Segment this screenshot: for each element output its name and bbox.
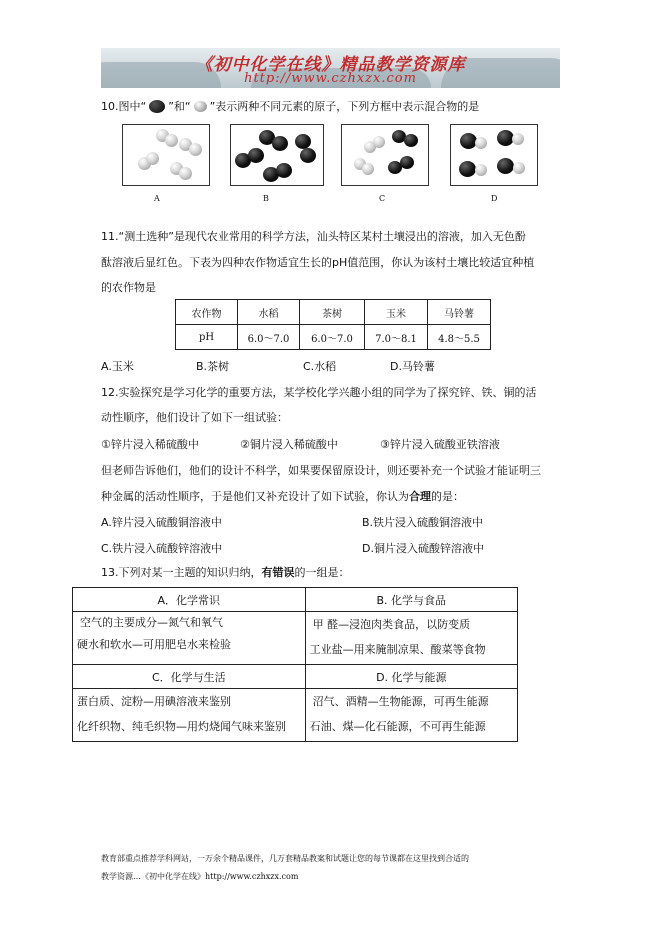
molecule-box-d[interactable] <box>450 124 538 186</box>
table-header-cell[interactable]: B. 化学与食品 <box>305 588 517 612</box>
molecule-box-c[interactable] <box>341 124 429 186</box>
q12-option-a[interactable]: A.锌片浸入硫酸铜溶液中 <box>101 516 222 529</box>
banner-title: 《初中化学在线》精品教学资源库 <box>195 55 466 75</box>
table-header-cell: 茶树 <box>300 300 365 325</box>
table-header-cell: 水稻 <box>238 300 300 325</box>
header-banner <box>101 48 560 88</box>
q12-line-4-post: 的是： <box>431 490 464 503</box>
q12-experiment-2: ②铜片浸入稀硫酸中 <box>240 438 338 451</box>
gray-atom-icon <box>194 101 207 112</box>
table-cell <box>73 612 306 665</box>
molecule-box-a[interactable] <box>122 124 210 186</box>
table-header-cell[interactable]: D. 化学与能源 <box>305 665 517 689</box>
black-atom-icon <box>149 100 165 113</box>
cell-line: 沼气、酒精—生物能源，可再生能源 <box>312 695 489 708</box>
table-row <box>176 325 491 350</box>
option-label-b: B <box>263 194 269 203</box>
q12-line-4-pre: 种金属的活动性顺序，于是他们又补充设计了如下试验，你认为 <box>101 490 409 503</box>
table-row <box>73 588 518 612</box>
footer-line-2-pre: 教学资源…《初中化学在线》 <box>101 872 205 881</box>
footer-line-2 <box>101 871 298 882</box>
table-header-cell[interactable]: A．化学常识 <box>73 588 306 612</box>
q12-line-3: 但老师告诉他们，他们的设计不科学，如果要保留原设计，则还要补充一个试验才能证明三 <box>101 464 541 477</box>
table-cell: 7.0～8.1 <box>365 325 428 350</box>
q12-line-1: 12.实验探究是学习化学的重要方法，某学校化学兴趣小组的同学为了探究锌、铁、铜的活 <box>101 386 537 399</box>
footer-url-link[interactable]: http://www.czhxzx.com <box>205 872 299 881</box>
q10-suffix: ”表示两种不同元素的原子，下列方框中表示混合物的是 <box>209 100 480 113</box>
option-label-d: D <box>491 194 498 203</box>
q13-stem <box>101 566 350 580</box>
table-cell <box>305 689 517 742</box>
table-row <box>176 300 491 325</box>
option-label-a: A <box>154 194 160 203</box>
q11-line-3: 的农作物是 <box>101 281 156 294</box>
cell-line: 石油、煤—化石能源，不可再生能源 <box>309 720 486 733</box>
knowledge-table <box>72 587 518 742</box>
q13-stem-bold: 有错误 <box>261 566 295 579</box>
table-cell <box>305 612 517 665</box>
cell-line: 甲 醛—浸泡肉类食品，以防变质 <box>312 618 471 631</box>
footer-line-1: 教育部重点推荐学科网站，一万余个精品课件，几万套精品教案和试题让您的每节课都在这里找到合适的 <box>101 854 469 863</box>
q11-option-a[interactable]: A.玉米 <box>101 360 134 373</box>
ph-table <box>175 299 491 350</box>
q12-line-4-bold: 合理 <box>409 490 431 503</box>
table-row <box>73 612 518 665</box>
table-cell <box>73 689 306 742</box>
table-row <box>73 665 518 689</box>
q12-option-d[interactable]: D.铜片浸入硫酸锌溶液中 <box>362 542 484 555</box>
q10-mid: ”和“ <box>168 100 191 113</box>
table-cell: pH <box>176 325 238 350</box>
option-label-c: C <box>379 194 386 203</box>
q12-line-2: 动性顺序，他们设计了如下一组试验： <box>101 411 288 424</box>
table-header-cell[interactable]: C．化学与生活 <box>73 665 306 689</box>
q13-stem-pre: 13.下列对某一主题的知识归纳， <box>101 566 262 579</box>
q13-stem-post: 的一组是： <box>294 566 350 579</box>
cell-line: 蛋白质、淀粉—用碘溶液来鉴别 <box>77 695 231 708</box>
q11-option-b[interactable]: B.茶树 <box>196 360 230 373</box>
cell-line: 空气的主要成分—氮气和氧气 <box>80 616 223 629</box>
q11-line-2: 酞溶液后显红色。下表为四种农作物适宜生长的pH值范围，你认为该村土壤比较适宜种植 <box>101 256 535 269</box>
table-cell: 6.0～7.0 <box>300 325 365 350</box>
q12-line-4 <box>101 490 464 504</box>
q12-experiment-3: ③锌片浸入硫酸亚铁溶液 <box>380 438 500 451</box>
table-header-cell: 马铃薯 <box>428 300 491 325</box>
q11-option-d[interactable]: D.马铃薯 <box>390 360 435 373</box>
q12-option-c[interactable]: C.铁片浸入硫酸锌溶液中 <box>101 542 223 555</box>
table-cell: 4.8～5.5 <box>428 325 491 350</box>
cell-line: 硬水和软水—可用肥皂水来检验 <box>77 638 231 651</box>
q12-option-b[interactable]: B.铁片浸入硫酸铜溶液中 <box>362 516 484 529</box>
cell-line: 工业盐—用来腌制凉果、酸菜等食物 <box>309 643 486 656</box>
table-row <box>73 689 518 742</box>
molecule-box-b[interactable] <box>230 124 324 186</box>
q11-line-1: 11.“测土选种”是现代农业常用的科学方法，汕头特区某村土壤浸出的溶液，加入无色酚 <box>101 230 526 243</box>
table-cell: 6.0～7.0 <box>238 325 300 350</box>
q10-prefix: 10.图中“ <box>101 100 147 113</box>
table-header-cell: 玉米 <box>365 300 428 325</box>
q11-option-c[interactable]: C.水稻 <box>303 360 337 373</box>
cell-line: 化纤织物、纯毛织物—用灼烧闻气味来鉴别 <box>77 720 286 733</box>
table-header-cell: 农作物 <box>176 300 238 325</box>
q10-stem <box>101 100 479 114</box>
q12-experiment-1: ①锌片浸入稀硫酸中 <box>101 438 199 451</box>
banner-url[interactable]: http://www.czhxzx.com <box>244 71 417 86</box>
